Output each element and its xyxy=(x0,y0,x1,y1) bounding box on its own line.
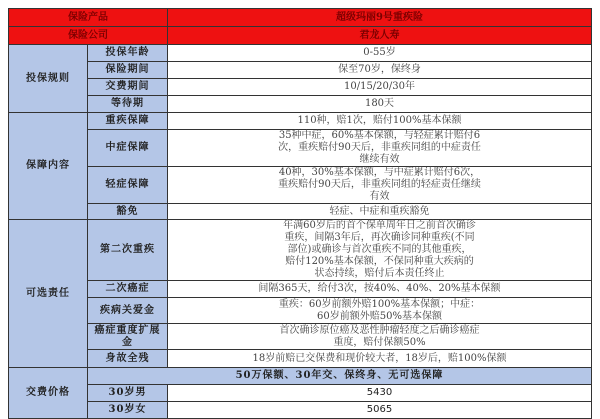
header-row-company xyxy=(9,27,592,45)
row-value: 18岁前赔已交保费和现价较大者，18岁后，赔100%保额 xyxy=(168,350,592,368)
table-row xyxy=(9,45,592,62)
row-value: 保至70岁，保终身 xyxy=(168,62,592,79)
row-value: 首次确诊原位癌及恶性肿瘤轻度之后确诊癌症重度，赔付保额50% xyxy=(168,324,592,350)
table-row xyxy=(9,96,592,113)
row-value: 0-55岁 xyxy=(168,45,592,62)
group-label-coverage: 保障内容 xyxy=(9,113,88,220)
table-row xyxy=(9,324,592,350)
row-label: 癌症重度扩展金 xyxy=(88,324,168,350)
product-value: 超级玛丽9号重疾险 xyxy=(168,9,592,27)
table-row xyxy=(9,220,592,281)
price-condition: 50万保额、30年交、保终身、无可选保障 xyxy=(88,368,592,385)
table-row xyxy=(9,350,592,368)
row-label: 疾病关爱金 xyxy=(88,298,168,324)
row-label: 第二次重疾 xyxy=(88,220,168,281)
row-label: 保险期间 xyxy=(88,62,168,79)
table-row xyxy=(9,281,592,298)
row-value: 10/15/20/30年 xyxy=(168,79,592,96)
row-label: 投保年龄 xyxy=(88,45,168,62)
table-row xyxy=(9,113,592,130)
row-value: 110种，赔1次，赔付100%基本保额 xyxy=(168,113,592,130)
row-label: 豁免 xyxy=(88,204,168,220)
row-label: 轻症保障 xyxy=(88,167,168,204)
table-row xyxy=(9,204,592,220)
row-label: 身故全残 xyxy=(88,350,168,368)
group-label-price: 交费价格 xyxy=(9,368,88,419)
row-value: 35种中症，60%基本保额，与轻症累计赔付6次，重疾赔付90天后，非重疾同组的中症责任继续有效 xyxy=(168,130,592,167)
row-value: 轻症、中症和重疾豁免 xyxy=(168,204,592,220)
header-row-product xyxy=(9,9,592,27)
row-label: 交费期间 xyxy=(88,79,168,96)
row-value: 间隔365天，给付3次，按40%、40%、20%基本保额 xyxy=(168,281,592,298)
insurance-comparison-table xyxy=(8,8,592,419)
group-label-optional: 可选责任 xyxy=(9,220,88,368)
table-row xyxy=(9,298,592,324)
row-label: 中症保障 xyxy=(88,130,168,167)
table-row xyxy=(9,368,592,385)
row-label: 等待期 xyxy=(88,96,168,113)
table-row xyxy=(9,402,592,419)
price-value: 5430 xyxy=(168,385,592,402)
row-label: 二次癌症 xyxy=(88,281,168,298)
product-label: 保险产品 xyxy=(9,9,168,27)
company-label: 保险公司 xyxy=(9,27,168,45)
row-label: 重疾保障 xyxy=(88,113,168,130)
table-row xyxy=(9,79,592,96)
row-value: 重疾：60岁前额外赔100%基本保额；中症：60岁前额外赔50%基本保额 xyxy=(168,298,592,324)
company-value: 君龙人寿 xyxy=(168,27,592,45)
row-label: 30岁男 xyxy=(88,385,168,402)
row-value: 180天 xyxy=(168,96,592,113)
group-label-rules: 投保规则 xyxy=(9,45,88,113)
table-row xyxy=(9,130,592,167)
table-row xyxy=(9,385,592,402)
row-value: 40种，30%基本保额，与中症累计赔付6次，重疾赔付90天后，非重疾同组的轻症责任继续有效 xyxy=(168,167,592,204)
table-row xyxy=(9,62,592,79)
table-row xyxy=(9,167,592,204)
row-label: 30岁女 xyxy=(88,402,168,419)
price-value: 5065 xyxy=(168,402,592,419)
row-value: 年满60岁后的首个保单周年日之前首次确诊重疾，间隔3年后，再次确诊同种重疾(不同部位)或确诊与首次重疾不同的其他重疾，赔付120%基本保额，不保同种重大疾病的状态持续，赔付后本责任终止 xyxy=(168,220,592,281)
